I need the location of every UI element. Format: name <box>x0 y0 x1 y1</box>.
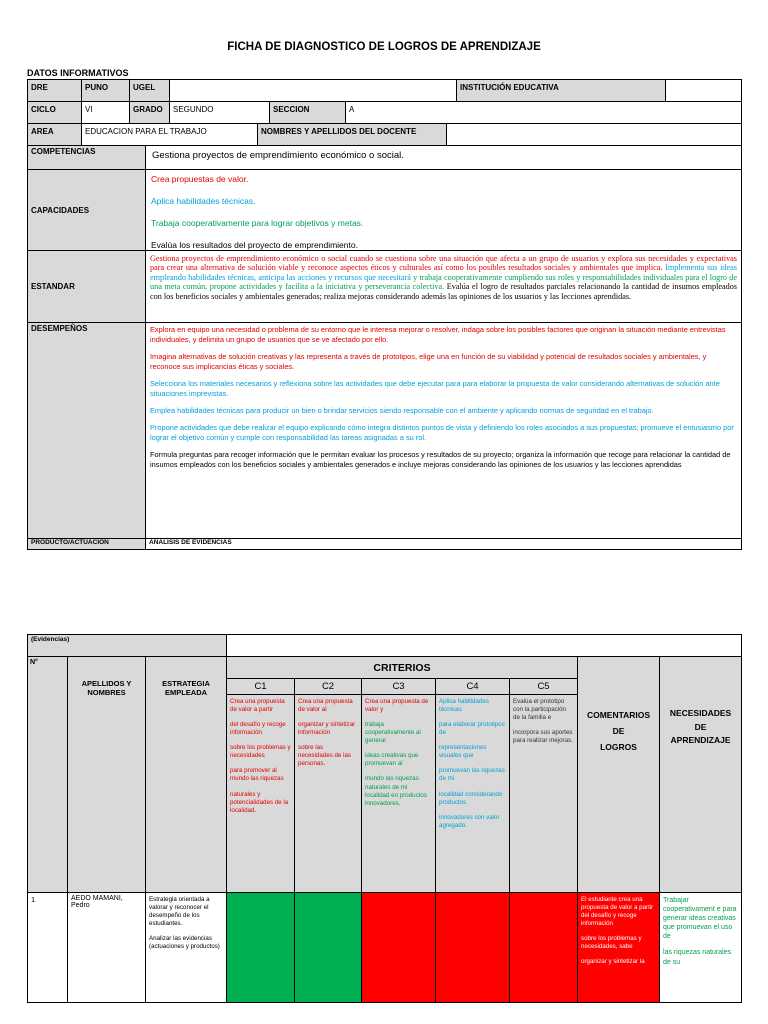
rating-c1 <box>227 893 295 1003</box>
comentario-text: organizar y sintetizar la <box>581 958 645 966</box>
student-comentario <box>578 893 660 1003</box>
competencias-label: COMPETENCIAS <box>28 146 146 170</box>
criterios-header: CRITERIOS <box>227 657 578 679</box>
criterio-text: Evalúa el prototipo con la participación de la familia e <box>513 698 566 722</box>
capacidades-list <box>146 170 742 251</box>
necesidades-line: DE <box>694 721 707 732</box>
desempeno-item: Imagina alternativas de solución creativas y las representa a través de prototipos, elige una en función de su viabilidad y potencial de resultados sociales y ambientales, y reconoce sus implicancias éticas y sociales. <box>150 351 707 371</box>
necesidades-line: NECESIDADES <box>669 708 732 718</box>
criterio-text: ideas creativas que promuevan al <box>365 752 419 768</box>
apellidos-header: APELLIDOS Y NOMBRES <box>68 657 146 893</box>
curriculum-table <box>27 145 742 550</box>
estandar-text <box>146 251 742 323</box>
criterio-text: naturales y potencialidades de la localidad. <box>230 790 289 814</box>
criterio-text: representaciones visuales que <box>439 744 487 760</box>
student-necesidad <box>660 893 742 1003</box>
producto-value: ANALISIS DE EVIDENCIAS <box>146 539 742 550</box>
c4-header: C4 <box>436 679 510 695</box>
evidencias-value <box>227 635 742 657</box>
capacidad-item: Crea propuestas de valor. <box>151 174 249 184</box>
desempeno-item: Propone actividades que debe realizar el equipo explicando cómo integra distintos puntos de vista y definiendo los roles asociados a sus propuestas; promueve el entusiasmo por lograr el objetivo común y cumple con responsabilidad las tareas asignadas a su rol. <box>150 422 734 442</box>
n-header: N° <box>28 657 68 893</box>
student-estrategia <box>146 893 227 1003</box>
necesidades-header <box>660 657 742 893</box>
criterio-text: trabaja cooperativamente al generar <box>365 721 421 745</box>
criterio-text: sobre los problemas y necesidades <box>230 744 291 760</box>
criterio-text: para elaborar prototipos de <box>439 721 505 737</box>
c4-description <box>436 695 510 893</box>
ugel-label: UGEL <box>130 80 170 102</box>
comentarios-line: LOGROS <box>600 742 637 753</box>
comentario-text: sobre los problemas y necesidades, sabe <box>581 935 642 951</box>
producto-label: PRODUCTO/ACTUACIÓN <box>28 539 146 550</box>
capacidades-label: CAPACIDADES <box>28 170 146 251</box>
dre-label: DRE <box>28 80 82 102</box>
capacidad-item: Aplica habilidades técnicas. <box>151 196 256 206</box>
criterio-text: innovadores con valor agregado. <box>439 813 500 829</box>
evaluation-table <box>27 634 742 1003</box>
grado-value: SEGUNDO <box>170 102 270 124</box>
datos-table <box>27 79 742 102</box>
estandar-red: Gestiona proyectos de emprendimiento económico o social cuando se cuestiona sobre una situación que afecta a un grupo de usuarios y explora sus necesidades y expectativas para crear una alternativa de solución viable y reconoce aspectos éticos y culturales así como los posibles resultados sociales y ambientales que implica. <box>150 254 737 273</box>
criterio-text: Crea una propuesta de valor al <box>298 698 353 714</box>
rating-c5 <box>510 893 578 1003</box>
estrategia-text: Analizar las evidencias (actuaciones y productos) <box>149 935 220 951</box>
necesidad-text: Trabajar cooperativament e para generar ideas creativas que promuevan el uso de <box>663 897 737 941</box>
seccion-label: SECCION <box>270 102 346 124</box>
dre-value: PUNO <box>82 80 130 102</box>
criterio-text: Aplica habilidades técnicas <box>439 698 489 714</box>
datos-table-row3 <box>27 123 742 146</box>
student-number: 1 <box>28 893 68 1003</box>
datos-table-row2 <box>27 101 742 124</box>
criterio-text: sobre las necesidades de las personas. <box>298 744 351 768</box>
seccion-value: A <box>346 102 742 124</box>
necesidades-line: APRENDIZAJE <box>670 735 731 746</box>
area-label: AREA <box>28 124 82 146</box>
desempeno-item: Formula preguntas para recoger información que le permitan evaluar los procesos y resultados de su proyecto; organiza la información que recoge para relacionar la cantidad de insumos empleados con los beneficios sociales y ambientales generados e incluye mejoras considerando las opiniones de los usuarios y las lecciones aprendidas <box>150 449 731 469</box>
page-title: FICHA DE DIAGNOSTICO DE LOGROS DE APRENDIZAJE <box>227 41 541 53</box>
desempeno-item: Explora en equipo una necesidad o problema de su entorno que le interesa mejorar o resolver, indaga sobre los posibles factores que originan la situación mediante entrevistas individuales, y delimita un grupo de usuarios que se ve afectado por ello. <box>150 325 726 344</box>
estandar-blue: Implementa sus ideas empleando habilidades técnicas, anticipa las acciones y recursos que necesitará <box>150 263 737 282</box>
c5-header: C5 <box>510 679 578 695</box>
criterio-text: mundo las riquezas naturales de mi localidad en productos innovadores. <box>365 775 427 807</box>
criterio-text: Crea una propuesta de valor a partir <box>230 698 285 714</box>
estrategia-header: ESTRATEGIA EMPLEADA <box>146 657 227 893</box>
docente-value <box>447 124 742 146</box>
estandar-label: ESTANDAR <box>28 251 146 323</box>
rating-c4 <box>436 893 510 1003</box>
comentario-text: El estudiante crea una propuesta de valor a partir del desafío y recoge información <box>581 896 654 928</box>
criterio-text: organizar y sintetizar información <box>298 721 356 737</box>
institucion-label: INSTITUCIÓN EDUCATIVA <box>457 80 666 102</box>
c5-description <box>510 695 578 893</box>
grado-label: GRADO <box>130 102 170 124</box>
c3-description <box>362 695 436 893</box>
c2-header: C2 <box>295 679 362 695</box>
estrategia-text: Estrategia orientada a valorar y reconocer el desempeño de los estudiantes. <box>149 896 210 928</box>
c2-description <box>295 695 362 893</box>
estandar-green: y trabaja cooperativamente cumpliendo sus roles y responsabilidades individuales para el logro de una meta común, propone actividades y facilita a la iniciativa y perseverancia colectiva. <box>150 272 737 292</box>
competencias-value: Gestiona proyectos de emprendimiento económico o social. <box>146 146 742 170</box>
criterio-text: Crea una propuesta de valor y <box>365 698 429 714</box>
criterio-text: localidad considerando productos <box>439 790 503 806</box>
student-name: AEDO MAMANI, Pedro <box>68 893 146 1003</box>
criterio-text: para promover al mundo las riquezas <box>230 767 284 783</box>
comentarios-line: DE <box>612 726 625 737</box>
comentarios-line: COMENTARIOS <box>586 710 651 720</box>
criterio-text: incorpora sus aportes para realizar mejoras. <box>513 729 573 745</box>
criterio-text: promuevan las riquezas de mi <box>439 767 505 783</box>
desempenos-list <box>146 323 742 539</box>
c1-header: C1 <box>227 679 295 695</box>
desempenos-label: DESEMPEÑOS <box>28 323 146 539</box>
estandar-black: Evalúa el logro de resultados parciales relacionando la cantidad de insumos empleados con los beneficios sociales y ambientales generados; realiza mejoras considerando además las opiniones de los usuarios y las lecciones aprendidas. <box>150 282 737 301</box>
datos-informativos-label: DATOS INFORMATIVOS <box>27 68 129 78</box>
institucion-value <box>666 80 742 102</box>
area-value: EDUCACION PARA EL TRABAJO <box>82 124 258 146</box>
ciclo-value: VI <box>82 102 130 124</box>
capacidad-item: Trabaja cooperativamente para lograr objetivos y metas. <box>151 218 364 228</box>
criterio-text: del desafío y recoge información <box>230 721 286 737</box>
desempeno-item: Emplea habilidades técnicas para producir un bien o brindar servicios siendo responsable con el ambiente y aplicando normas de seguridad en el trabajo. <box>150 405 654 415</box>
ugel-value <box>170 80 457 102</box>
rating-c3 <box>362 893 436 1003</box>
c3-header: C3 <box>362 679 436 695</box>
c1-description <box>227 695 295 893</box>
desempeno-item: Selecciona los materiales necesarios y reflexiona sobre las actividades que debe ejecutar para para elaborar la propuesta de valor considerando alternativas de solución ante situaciones imprevistas. <box>150 378 720 398</box>
docente-label: NOMBRES Y APELLIDOS DEL DOCENTE <box>258 124 447 146</box>
ciclo-label: CICLO <box>28 102 82 124</box>
evidencias-label: (Evidencias) <box>28 635 227 657</box>
necesidad-text: las riquezas naturales de su <box>663 949 732 966</box>
rating-c2 <box>295 893 362 1003</box>
capacidad-item: Evalúa los resultados del proyecto de emprendimiento. <box>151 240 358 250</box>
comentarios-header <box>578 657 660 893</box>
